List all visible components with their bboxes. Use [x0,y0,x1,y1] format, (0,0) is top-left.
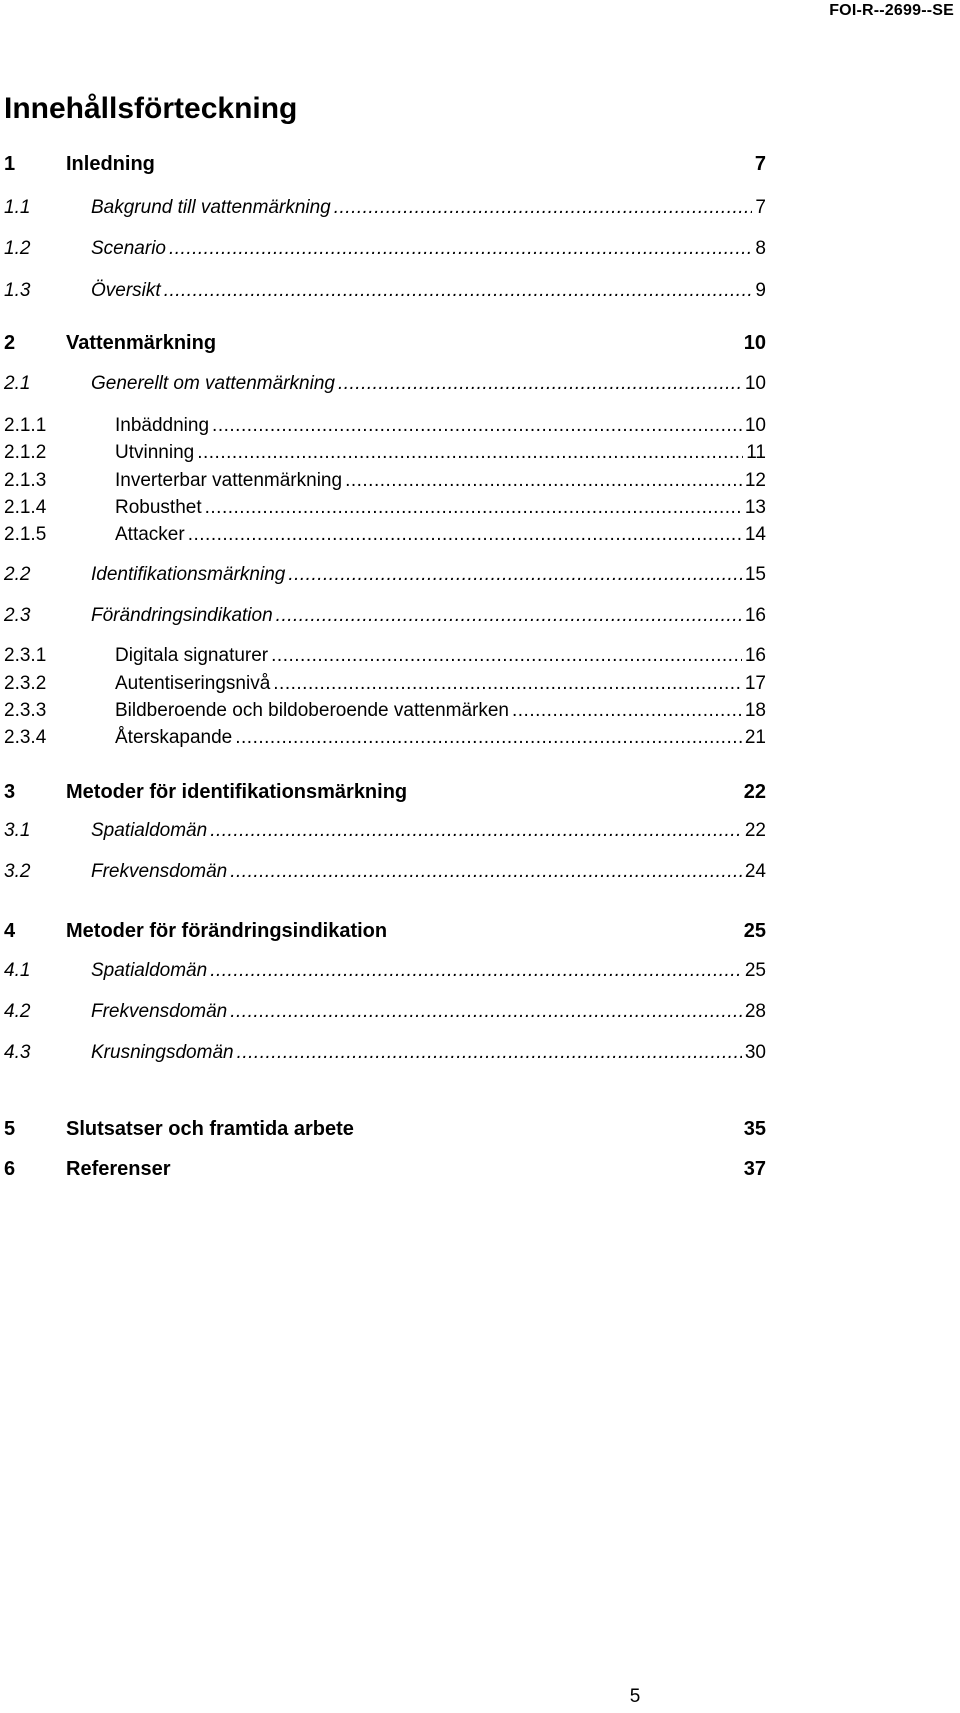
toc-entry[interactable] [4,1158,766,1182]
toc-entry-page: 10 [743,332,766,354]
toc-entry-title: Robusthet [115,497,202,518]
toc-entry[interactable] [4,415,766,439]
toc-entry-page: 16 [744,605,766,626]
dot-leader [169,238,752,260]
toc-entry-number: 5 [4,1118,16,1140]
toc-entry-number: 2.1.4 [4,497,47,518]
toc-entry-title: Utvinning [115,442,195,463]
toc-entry-number: 2.3.3 [4,700,47,721]
toc-entry-number: 2.3.2 [4,673,47,694]
toc-entry[interactable] [4,700,766,724]
toc-entry-number: 6 [4,1158,16,1180]
toc-entry-page: 37 [743,1158,766,1180]
toc-entry-title: Generellt om vattenmärkning [91,373,335,394]
toc-entry[interactable] [4,238,766,262]
toc-entry-page: 10 [744,415,766,436]
dot-leader [212,415,742,437]
toc-entry-title: Bakgrund till vattenmärkning [91,197,331,218]
toc-entry-number: 2.3.4 [4,727,47,748]
toc-entry-page: 35 [743,1118,766,1140]
dot-leader [230,861,742,883]
toc-entry-title: Spatialdomän [91,960,208,981]
dot-leader [271,645,742,667]
dot-leader [230,1001,742,1023]
dot-leader [345,470,742,492]
dot-leader [210,820,742,842]
toc-entry[interactable] [4,1042,766,1066]
toc-entry-title: Återskapande [115,727,233,748]
toc-entry-page: 16 [744,645,766,666]
toc-entry-number: 1.3 [4,280,31,301]
toc-entry-title: Slutsatser och framtida arbete [66,1118,354,1140]
toc-entry-page: 28 [744,1001,766,1022]
toc-entry[interactable] [4,442,766,466]
toc-entry-number: 1 [4,153,16,175]
toc-entry-title: Attacker [115,524,185,545]
dot-leader [210,960,742,982]
toc-title: Innehållsförteckning [4,92,298,125]
report-id: FOI-R--2699--SE [829,2,954,19]
toc-entry-page: 10 [744,373,766,394]
toc-entry[interactable] [4,1118,766,1142]
toc-entry-page: 13 [744,497,766,518]
toc-entry-title: Inbäddning [115,415,210,436]
page-number: 5 [629,1686,641,1707]
dot-leader [237,1042,742,1064]
toc-entry[interactable] [4,605,766,629]
toc-entry-title: Referenser [66,1158,171,1180]
toc-entry[interactable] [4,197,766,221]
toc-entry[interactable] [4,497,766,521]
toc-entry[interactable] [4,373,766,397]
toc-entry-number: 2 [4,332,16,354]
toc-entry-title: Autentiseringsnivå [115,673,271,694]
toc-entry-page: 17 [744,673,766,694]
toc-entry-page: 24 [744,861,766,882]
toc-entry-title: Krusningsdomän [91,1042,234,1063]
toc-entry-page: 7 [755,197,766,218]
dot-leader [188,524,742,546]
toc-entry-number: 4 [4,920,16,942]
toc-entry-number: 2.1.5 [4,524,47,545]
toc-entry-title: Scenario [91,238,166,259]
toc-entry[interactable] [4,332,766,356]
toc-entry[interactable] [4,960,766,984]
toc-entry-page: 9 [755,280,766,301]
toc-entry-page: 21 [744,727,766,748]
toc-entry-page: 22 [744,820,766,841]
dot-leader [288,564,742,586]
dot-leader [334,197,753,219]
dot-leader [276,605,742,627]
toc-entry-title: Digitala signaturer [115,645,269,666]
dot-leader [205,497,742,519]
toc-entry-page: 15 [744,564,766,585]
toc-entry-number: 2.2 [4,564,31,585]
toc-entry-page: 7 [754,153,766,175]
toc-entry[interactable] [4,781,766,805]
toc-entry-page: 12 [744,470,766,491]
toc-entry[interactable] [4,470,766,494]
toc-entry[interactable] [4,727,766,751]
toc-entry[interactable] [4,524,766,548]
toc-entry[interactable] [4,673,766,697]
toc-entry[interactable] [4,861,766,885]
dot-leader [338,373,742,395]
toc-entry-title: Frekvensdomän [91,1001,228,1022]
toc-entry-title: Vattenmärkning [66,332,217,354]
toc-entry[interactable] [4,920,766,944]
dot-leader [197,442,743,464]
toc-entry-number: 2.1.2 [4,442,47,463]
toc-entry-title: Bildberoende och bildoberoende vattenmärken [115,700,509,721]
toc-entry-title: Översikt [91,280,161,301]
toc-entry-number: 2.1.1 [4,415,47,436]
dot-leader [164,280,753,302]
toc-entry-page: 30 [744,1042,766,1063]
toc-entry-number: 4.3 [4,1042,31,1063]
toc-entry[interactable] [4,1001,766,1025]
toc-entry-number: 3.2 [4,861,31,882]
toc-entry-number: 4.2 [4,1001,31,1022]
toc-entry[interactable] [4,645,766,669]
toc-entry[interactable] [4,564,766,588]
toc-entry-number: 1.1 [4,197,31,218]
toc-entry-number: 3.1 [4,820,31,841]
toc-entry-number: 4.1 [4,960,31,981]
toc-entry-page: 25 [743,920,766,942]
toc-entry-page: 8 [755,238,766,259]
toc-entry-page: 11 [746,442,766,463]
toc-entry-number: 1.2 [4,238,31,259]
toc-entry-title: Inverterbar vattenmärkning [115,470,343,491]
toc-entry-page: 18 [744,700,766,721]
toc-entry-title: Identifikationsmärkning [91,564,286,585]
toc-entry[interactable] [4,153,766,177]
toc-entry-number: 2.3 [4,605,31,626]
toc-entry-title: Spatialdomän [91,820,208,841]
dot-leader [273,673,742,695]
toc-entry-number: 2.3.1 [4,645,47,666]
toc-entry-title: Inledning [66,153,155,175]
dot-leader [512,700,742,722]
toc-entry-title: Frekvensdomän [91,861,228,882]
toc-entry-number: 2.1 [4,373,31,394]
toc-entry-number: 3 [4,781,16,803]
toc-entry-title: Förändringsindikation [91,605,273,626]
dot-leader [235,727,742,749]
toc-entry[interactable] [4,820,766,844]
toc-entry-page: 25 [744,960,766,981]
toc-entry-title: Metoder för identifikationsmärkning [66,781,408,803]
toc-entry-title: Metoder för förändringsindikation [66,920,388,942]
toc-entry-page: 14 [744,524,766,545]
toc-entry-number: 2.1.3 [4,470,47,491]
toc-entry[interactable] [4,280,766,304]
toc-entry-page: 22 [743,781,766,803]
